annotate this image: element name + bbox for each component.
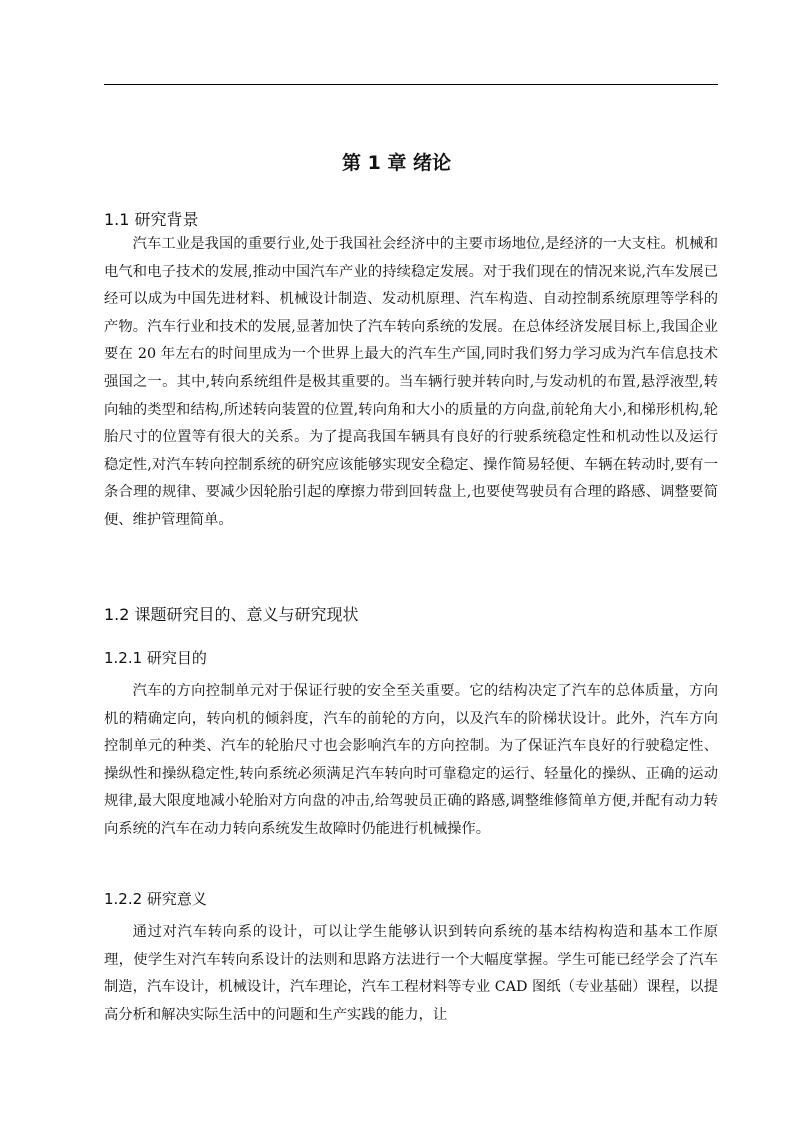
paragraph-research-significance: 通过对汽车转向系的设计，可以让学生能够认识到转向系统的基本结构构造和基本工作原理，使学生对汽车转向系设计的法则和思路方法进行一个大幅度掌握。学生可能已经学会了汽车制造，汽车设计，机械设计，汽车理论，汽车工程材料等专业 CAD 图纸（专业基础）课程，以提高分析和解决实际生活中的问题和生产实践的能力，让	[104, 924, 718, 1023]
header-rule	[104, 84, 718, 85]
chapter-title: 第 1 章 绪论	[341, 152, 452, 174]
section-heading-1-2: 1.2 课题研究目的、意义与研究现状	[104, 605, 359, 624]
subsection-heading-1-2-1: 1.2.1 研究目的	[104, 649, 207, 667]
paragraph-research-purpose: 汽车的方向控制单元对于保证行驶的安全至关重要。它的结构决定了汽车的总体质量，方向机的精确定向，转向机的倾斜度，汽车的前轮的方向，以及汽车的阶梯状设计。此外，汽车方向控制单元的种类、汽车的轮胎尺寸也会影响汽车的方向控制。为了保证汽车良好的行驶稳定性、操纵性和操纵稳定性,转向系统必须满足汽车转向时可靠稳定的运行、轻量化的操纵、正确的运动规律,最大限度地减小轮胎对方向盘的冲击,给驾驶员正确的路感,调整维修简单方便,并配有动力转向系统的汽车在动力转向系统发生故障时仍能进行机械操作。	[104, 683, 718, 837]
paragraph-research-background: 汽车工业是我国的重要行业,处于我国社会经济中的主要市场地位,是经济的一大支柱。机械和电气和电子技术的发展,推动中国汽车产业的持续稳定发展。对于我们现在的情况来说,汽车发展已经可以成为中国先进材料、机械设计制造、发动机原理、汽车构造、自动控制系统原理等学科的产物。汽车行业和技术的发展,显著加快了汽车转向系统的发展。在总体经济发展目标上,我国企业要在 20 年左右的时间里成为一个世界上最大的汽车生产国,同时我们努力学习成为汽车信息技术强国之一。其中,转向系统组件是极其重要的。当车辆行驶并转向时,与发动机的布置,悬浮液型,转向轴的类型和结构,所述转向装置的位置,转向角和大小的质量的方向盘,前轮角大小,和梯形机构,轮胎尺寸的位置等有很大的关系。为了提高我国车辆具有良好的行驶系统稳定性和机动性以及运行稳定性,对汽车转向控制系统的研究应该能够实现安全稳定、操作简易轻便、车辆在转动时,要有一条合理的规律、要减少因轮胎引起的摩擦力带到回转盘上,也要使驾驶员有合理的路感、调整要简便、维护管理简单。	[104, 236, 718, 528]
section-heading-1-1: 1.1 研究背景	[104, 210, 199, 229]
subsection-heading-1-2-2: 1.2.2 研究意义	[104, 890, 207, 908]
